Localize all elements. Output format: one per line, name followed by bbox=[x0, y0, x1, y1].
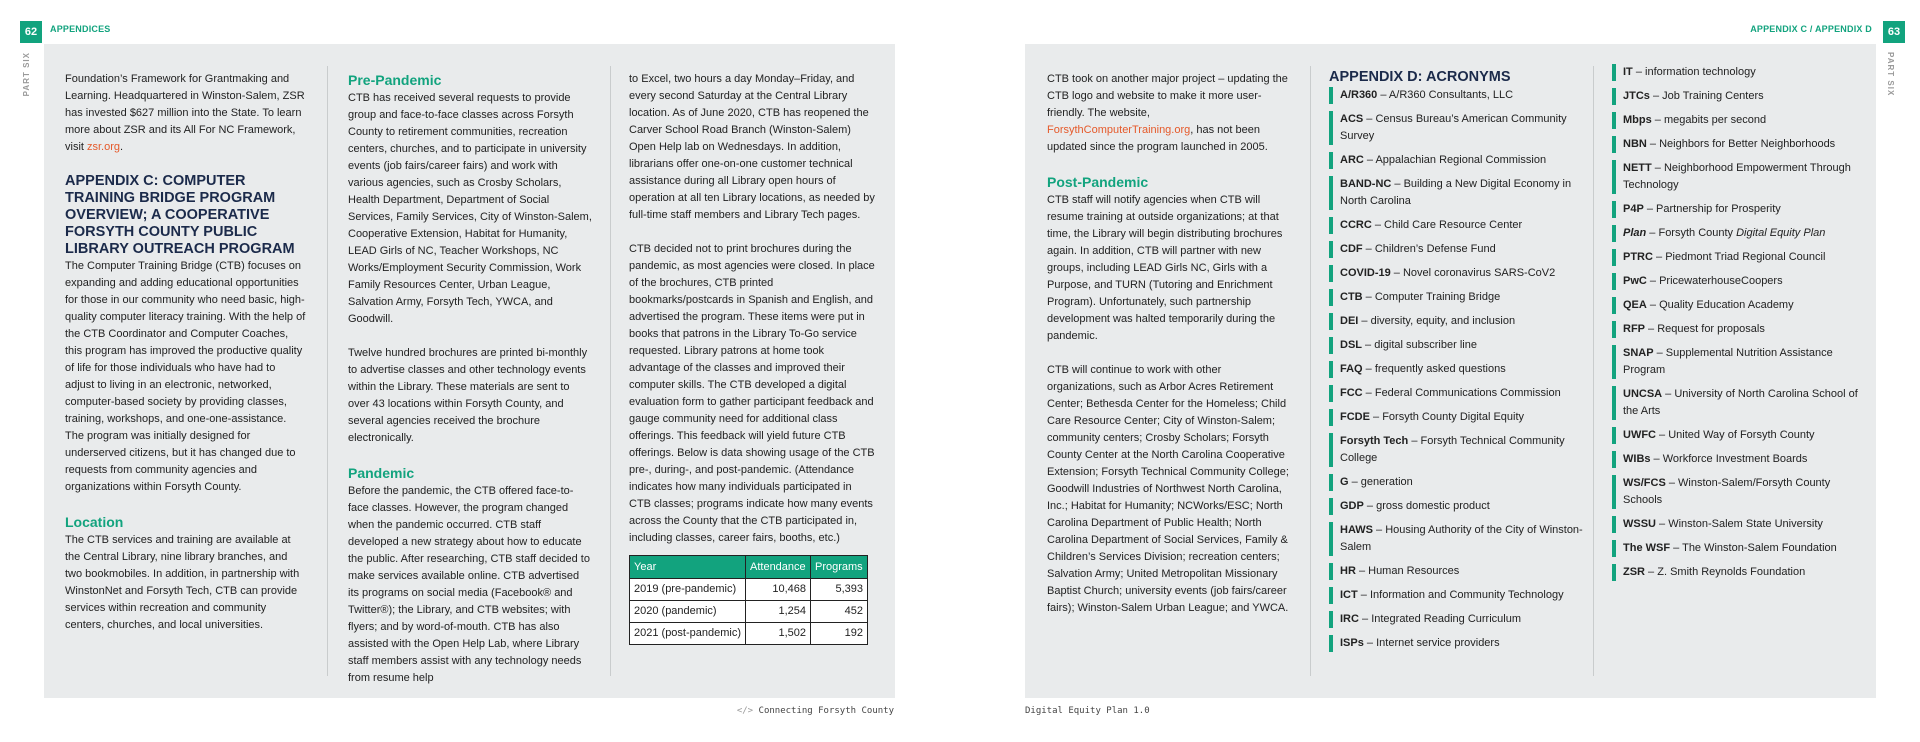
acronym-separator: – bbox=[1362, 291, 1375, 303]
table-cell-year: 2021 (post-pandemic) bbox=[630, 623, 746, 645]
post-pandemic-paragraph-2: CTB will continue to work with other organizations, such as Arbor Acres Retirement Center; Bethesda Center for the Homeless; Child Care Resource Center; City of Winston-Salem; community centers; Crosby Scholars; Forsyth County Center at the North Carolina Cooperative Extension; Forsyth Technical Community College; Goodwill Industries of Northwest North Carolina, Inc.; Habitat for Humanity; NCWorks/ESC; North Carolina Department of Public Health; North Carolina Department of Social Services, Family & Children’s Services Division; recreation centers; Salvation Army; United Metropolitan Missionary Baptist Church; university events (job fairs/career fairs); Winston-Salem Urban League; and YWCA. bbox=[1047, 364, 1289, 614]
acronym-abbr: HR bbox=[1340, 565, 1356, 577]
acronym-abbr: UWFC bbox=[1623, 429, 1656, 441]
acronym-definition: Forsyth Technical Community College bbox=[1340, 435, 1565, 464]
pre-pandemic-heading: Pre-Pandemic bbox=[348, 72, 442, 88]
acronym-definition: The Winston-Salem Foundation bbox=[1682, 542, 1837, 554]
acronym-abbr: HAWS bbox=[1340, 524, 1373, 536]
acronym-separator: – bbox=[1651, 114, 1664, 126]
acronym-definition: Housing Authority of the City of Winston-Salem bbox=[1340, 524, 1583, 553]
acronym-separator: – bbox=[1662, 388, 1675, 400]
acronym-separator: – bbox=[1651, 162, 1664, 174]
acronym-separator: – bbox=[1363, 500, 1377, 512]
website-text-end: , has not been updated since the program launched in 2005. bbox=[1047, 124, 1268, 153]
acronym-list bbox=[1329, 87, 1583, 652]
acronym-separator: – bbox=[1362, 339, 1375, 351]
acronym-separator: – bbox=[1670, 542, 1683, 554]
acronym-definition: Partnership for Prosperity bbox=[1656, 203, 1781, 215]
acronym-separator: – bbox=[1373, 524, 1386, 536]
acronym-separator: – bbox=[1358, 613, 1372, 625]
acronym-abbr: CDF bbox=[1340, 243, 1363, 255]
acronym-entry bbox=[1329, 635, 1583, 652]
acronym-definition: Forsyth County Digital Equity Plan bbox=[1658, 227, 1826, 239]
acronym-definition: Appalachian Regional Commission bbox=[1375, 154, 1547, 166]
acronym-definition: University of North Carolina School of the Arts bbox=[1623, 388, 1858, 417]
acronym-abbr: PwC bbox=[1623, 275, 1647, 287]
acronym-abbr: P4P bbox=[1623, 203, 1644, 215]
acronym-definition: digital subscriber line bbox=[1374, 339, 1477, 351]
acronym-definition: Supplemental Nutrition Assistance Program bbox=[1623, 347, 1833, 376]
acronym-definition: PricewaterhouseCoopers bbox=[1659, 275, 1783, 287]
post-pandemic-heading: Post-Pandemic bbox=[1047, 174, 1149, 190]
part-label-right: PART SIX bbox=[1886, 52, 1895, 97]
acronym-entry bbox=[1329, 433, 1583, 467]
footer-left bbox=[737, 706, 894, 716]
acronym-abbr: FAQ bbox=[1340, 363, 1363, 375]
acronym-entry bbox=[1612, 249, 1862, 266]
acronym-definition: Federal Communications Commission bbox=[1374, 387, 1561, 399]
zsr-intro-end: . bbox=[120, 141, 124, 153]
acronym-entry bbox=[1612, 136, 1862, 153]
acronym-separator: – bbox=[1652, 251, 1666, 263]
acronym-definition: Piedmont Triad Regional Council bbox=[1665, 251, 1826, 263]
acronym-definition: Internet service providers bbox=[1376, 637, 1500, 649]
acronym-separator: – bbox=[1363, 113, 1376, 125]
acronym-entry bbox=[1329, 361, 1583, 378]
acronym-entry bbox=[1329, 265, 1583, 282]
acronym-abbr: DSL bbox=[1340, 339, 1362, 351]
acronym-entry bbox=[1329, 385, 1583, 402]
acronym-abbr: Forsyth Tech bbox=[1340, 435, 1409, 447]
acronym-abbr: ACS bbox=[1340, 113, 1364, 125]
acronym-abbr: QEA bbox=[1623, 299, 1647, 311]
acronym-entry bbox=[1329, 611, 1583, 628]
page-number-left: 62 bbox=[20, 21, 42, 43]
right-column-1 bbox=[1047, 71, 1291, 634]
acronym-separator: – bbox=[1363, 154, 1376, 166]
acronym-definition: Information and Community Technology bbox=[1369, 589, 1564, 601]
acronym-separator: – bbox=[1369, 411, 1383, 423]
acronym-definition: Winston-Salem/Forsyth County Schools bbox=[1623, 477, 1831, 506]
acronym-separator: – bbox=[1650, 453, 1663, 465]
acronym-abbr: Mbps bbox=[1623, 114, 1652, 126]
acronym-definition: frequently asked questions bbox=[1374, 363, 1506, 375]
table-header-year: Year bbox=[630, 556, 746, 579]
acronym-entry bbox=[1612, 540, 1862, 557]
acronym-entry bbox=[1329, 289, 1583, 306]
acronym-definition: Neighbors for Better Neighborhoods bbox=[1659, 138, 1836, 150]
acronym-entry bbox=[1329, 152, 1583, 169]
acronym-abbr: SNAP bbox=[1623, 347, 1654, 359]
column-divider bbox=[1593, 66, 1594, 676]
acronym-definition: gross domestic product bbox=[1376, 500, 1490, 512]
acronym-abbr: WIBs bbox=[1623, 453, 1651, 465]
acronym-definition: A/R360 Consultants, LLC bbox=[1388, 89, 1514, 101]
acronym-definition: Quality Education Academy bbox=[1659, 299, 1794, 311]
acronym-separator: – bbox=[1665, 477, 1679, 489]
acronym-abbr: A/R360 bbox=[1340, 89, 1378, 101]
acronym-abbr: ARC bbox=[1340, 154, 1364, 166]
acronym-entry bbox=[1612, 201, 1862, 218]
acronym-definition: Building a New Digital Economy in North Carolina bbox=[1340, 178, 1572, 207]
table-cell-attendance: 10,468 bbox=[746, 579, 811, 601]
location-body: The CTB services and training are available at the Central Library, nine library branches, and two bookmobiles. In addition, in partnership with WinstonNet and Forsyth Tech, CTB can provide services within recreation and community centers, churches, and local universities. bbox=[65, 534, 300, 631]
pandemic-paragraph: Before the pandemic, the CTB offered face-to-face classes. However, the program changed when the pandemic occurred. CTB staff developed a new strategy about how to educate the public. After researching, CTB staff decided to make services available online. CTB advertised its programs on social media (Facebook® and Twitter®); the Library, and CTB websites; with flyers; and by word-of-mouth. CTB has also assisted with the Open Help Lab, where Library staff members assist with any technology needs from resume help bbox=[348, 485, 590, 684]
acronym-definition: Child Care Resource Center bbox=[1384, 219, 1523, 231]
acronym-entry bbox=[1612, 427, 1862, 444]
acronym-entry bbox=[1612, 225, 1862, 242]
column-divider bbox=[327, 66, 328, 676]
location-heading: Location bbox=[65, 514, 124, 530]
acronym-entry bbox=[1612, 273, 1862, 290]
acronym-definition: Forsyth County Digital Equity bbox=[1382, 411, 1525, 423]
page-number-right: 63 bbox=[1883, 21, 1905, 43]
brochure-paragraph: CTB decided not to print brochures during the pandemic, as most agencies were closed. In place of the brochures, CTB printed bookmarks/postcards in Spanish and English, and advertised the program. These items were put in books that patrons in the Library To-Go service requested. Library patrons at home took advantage of the classes and improved their computer skills. The CTB developed a digital evaluation form to gather participant feedback and gauge community need for additional class offerings. This feedback will yield future CTB offerings. Below is data showing usage of the CTB pre-, during-, and post-pandemic. (Attendance indicates how many individuals participated in CTB classes; programs indicate how many events across the County that the CTB participated in, including classes, career fairs, booths, etc.) bbox=[629, 243, 875, 544]
footer-right: Digital Equity Plan 1.0 bbox=[1025, 706, 1150, 716]
acronym-definition: Human Resources bbox=[1368, 565, 1460, 577]
acronym-abbr: PTRC bbox=[1623, 251, 1653, 263]
acronym-entry bbox=[1329, 498, 1583, 515]
acronym-definition: United Way of Forsyth County bbox=[1668, 429, 1815, 441]
acronym-entry bbox=[1612, 386, 1862, 420]
acronym-definition: Request for proposals bbox=[1657, 323, 1765, 335]
appendix-c-title: APPENDIX C: COMPUTER TRAINING BRIDGE PROGRAM OVERVIEW; A COOPERATIVE FORSYTH COUNTY PUBLIC LIBRARY OUTREACH PROGRAM bbox=[65, 173, 295, 257]
acronym-separator: – bbox=[1408, 435, 1421, 447]
acronym-abbr: RFP bbox=[1623, 323, 1645, 335]
acronym-definition: diversity, equity, and inclusion bbox=[1370, 315, 1516, 327]
acronym-separator: – bbox=[1371, 219, 1385, 231]
table-cell-programs: 192 bbox=[811, 623, 868, 645]
acronym-separator: – bbox=[1357, 589, 1370, 601]
acronym-entry bbox=[1612, 160, 1862, 194]
acronym-definition: Workforce Investment Boards bbox=[1662, 453, 1808, 465]
acronym-entry bbox=[1612, 297, 1862, 314]
table-cell-year: 2019 (pre-pandemic) bbox=[630, 579, 746, 601]
acronym-separator: – bbox=[1646, 227, 1659, 239]
acronym-abbr: UNCSA bbox=[1623, 388, 1663, 400]
acronym-definition: Winston-Salem State University bbox=[1668, 518, 1823, 530]
table-cell-attendance: 1,502 bbox=[746, 623, 811, 645]
acronym-abbr: NBN bbox=[1623, 138, 1647, 150]
acronym-entry bbox=[1612, 321, 1862, 338]
table-header-row bbox=[630, 556, 868, 579]
acronym-list bbox=[1612, 64, 1862, 581]
acronym-definition: Children’s Defense Fund bbox=[1374, 243, 1496, 255]
acronym-definition: information technology bbox=[1645, 66, 1756, 78]
acronym-entry bbox=[1329, 111, 1583, 145]
acronym-separator: – bbox=[1656, 429, 1669, 441]
acronym-entry bbox=[1329, 176, 1583, 210]
acronym-separator: – bbox=[1656, 518, 1669, 530]
acronym-separator: – bbox=[1377, 89, 1389, 101]
acronym-separator: – bbox=[1646, 138, 1660, 150]
acronym-abbr: COVID-19 bbox=[1340, 267, 1391, 279]
acronym-abbr: WS/FCS bbox=[1623, 477, 1666, 489]
acronym-entry bbox=[1329, 474, 1583, 491]
acronym-abbr: DEI bbox=[1340, 315, 1359, 327]
left-column-3 bbox=[629, 71, 875, 645]
acronym-entry bbox=[1329, 313, 1583, 330]
pandemic-heading: Pandemic bbox=[348, 465, 415, 481]
acronym-entry bbox=[1612, 475, 1862, 509]
acronym-abbr: The WSF bbox=[1623, 542, 1671, 554]
acronym-abbr: IT bbox=[1623, 66, 1633, 78]
acronym-separator: – bbox=[1362, 243, 1375, 255]
acronym-definition: Neighborhood Empowerment Through Technology bbox=[1623, 162, 1851, 191]
acronym-separator: – bbox=[1358, 315, 1371, 327]
acronym-separator: – bbox=[1390, 267, 1403, 279]
acronym-definition: Computer Training Bridge bbox=[1374, 291, 1501, 303]
acronym-abbr: NETT bbox=[1623, 162, 1652, 174]
acronym-separator: – bbox=[1362, 363, 1375, 375]
acronym-separator: – bbox=[1645, 566, 1658, 578]
acronym-separator: – bbox=[1355, 565, 1369, 577]
acronym-separator: – bbox=[1363, 637, 1377, 649]
acronym-entry bbox=[1612, 451, 1862, 468]
table-cell-attendance: 1,254 bbox=[746, 601, 811, 623]
acronym-entry bbox=[1329, 409, 1583, 426]
acronym-separator: – bbox=[1645, 323, 1658, 335]
acronym-entry bbox=[1612, 88, 1862, 105]
acronyms-column-2 bbox=[1612, 64, 1862, 588]
help-lab-paragraph: to Excel, two hours a day Monday–Friday, and every second Saturday at the Central Library location. As of June 2020, CTB has reopened the Carver School Road Branch (Winston-Salem) Open Help lab on Wednesdays. In addition, librarians offer one-on-one customer technical assistance during all Library open hours of operation at all ten Library locations, as needed by full-time staff members and Library Tech pages. bbox=[629, 73, 875, 221]
ctb-usage-table bbox=[629, 555, 868, 645]
left-column-2 bbox=[348, 71, 593, 704]
acronym-abbr: ZSR bbox=[1623, 566, 1645, 578]
acronym-entry bbox=[1612, 112, 1862, 129]
section-label-left: APPENDICES bbox=[50, 24, 111, 34]
acronym-separator: – bbox=[1646, 299, 1660, 311]
acronym-separator: – bbox=[1646, 275, 1660, 287]
acronym-separator: – bbox=[1643, 203, 1657, 215]
table-row bbox=[630, 601, 868, 623]
acronym-abbr: WSSU bbox=[1623, 518, 1656, 530]
pre-pandemic-paragraph-1: CTB has received several requests to provide group and face-to-face classes across Forsyth County to retirement communities, recreation centers, churches, and to participate in university events (job fairs/career fairs) and work with various agencies, such as Crosby Scholars, Health Department, Department of Social Services, Family Services, City of Winston-Salem, Cooperative Extension, Habitat for Humanity, LEAD Girls of NC, Teacher Workshops, NC Works/Employment Security Commission, Work Family Resources Center, Urban League, Salvation Army, Forsyth Tech, YWCA, and Goodwill. bbox=[348, 92, 592, 325]
table-row bbox=[630, 623, 868, 645]
column-divider bbox=[1310, 66, 1311, 676]
zsr-intro-text: Foundation’s Framework for Grantmaking and Learning. Headquartered in Winston-Salem, ZSR has invested $627 million into the State. To learn more about ZSR and its All For NC Framework, visit bbox=[65, 73, 305, 153]
acronym-definition: Census Bureau’s American Community Survey bbox=[1340, 113, 1567, 142]
website-paragraph bbox=[1047, 71, 1291, 156]
left-column-1 bbox=[65, 71, 307, 651]
part-label-left: PART SIX bbox=[22, 52, 31, 97]
acronym-definition: Novel coronavirus SARS-CoV2 bbox=[1402, 267, 1556, 279]
column-divider bbox=[610, 66, 611, 676]
acronym-definition: Job Training Centers bbox=[1662, 90, 1764, 102]
acronym-abbr: FCC bbox=[1340, 387, 1363, 399]
acronyms-column-1 bbox=[1329, 69, 1583, 659]
acronym-entry bbox=[1329, 563, 1583, 580]
acronym-abbr: CTB bbox=[1340, 291, 1363, 303]
table-cell-year: 2020 (pandemic) bbox=[630, 601, 746, 623]
website-text: CTB took on another major project – updating the CTB logo and website to make it more user-friendly. The website, bbox=[1047, 73, 1288, 119]
acronym-entry bbox=[1329, 217, 1583, 234]
acronym-entry bbox=[1612, 516, 1862, 533]
acronym-entry bbox=[1612, 345, 1862, 379]
acronym-abbr: FCDE bbox=[1340, 411, 1370, 423]
acronym-separator: – bbox=[1653, 347, 1666, 359]
acronym-abbr: CCRC bbox=[1340, 219, 1372, 231]
table-cell-programs: 5,393 bbox=[811, 579, 868, 601]
acronym-entry bbox=[1329, 587, 1583, 604]
table-header-attendance: Attendance bbox=[746, 556, 811, 579]
zsr-intro-paragraph bbox=[65, 71, 307, 156]
forsyth-computer-training-link[interactable]: ForsythComputerTraining.org bbox=[1047, 124, 1191, 136]
acronym-abbr: JTCs bbox=[1623, 90, 1650, 102]
zsr-link[interactable]: zsr.org bbox=[87, 141, 121, 153]
acronym-abbr: ISPs bbox=[1340, 637, 1364, 649]
acronym-entry bbox=[1612, 564, 1862, 581]
acronym-definition: Integrated Reading Curriculum bbox=[1371, 613, 1521, 625]
acronym-separator: – bbox=[1348, 476, 1361, 488]
appendix-d-title: APPENDIX D: ACRONYMS bbox=[1329, 69, 1511, 85]
acronym-entry bbox=[1329, 522, 1583, 556]
table-cell-programs: 452 bbox=[811, 601, 868, 623]
acronym-abbr: G bbox=[1340, 476, 1349, 488]
acronym-abbr: IRC bbox=[1340, 613, 1359, 625]
acronym-entry bbox=[1329, 337, 1583, 354]
table-row bbox=[630, 579, 868, 601]
section-label-right: APPENDIX C / APPENDIX D bbox=[1750, 24, 1872, 34]
acronym-abbr: BAND-NC bbox=[1340, 178, 1392, 190]
acronym-separator: – bbox=[1362, 387, 1375, 399]
acronym-abbr: Plan bbox=[1623, 227, 1647, 239]
post-pandemic-paragraph-1: CTB staff will notify agencies when CTB will resume training at outside organizations; at that time, the Library will begin distributing brochures again. In addition, CTB will partner with new groups, including LEAD Girls NC, Girls with a Purpose, and TURN (Tutoring and Enrichment Program). Unfortunately, such partnership development was halted temporarily during the pandemic. bbox=[1047, 194, 1283, 342]
acronym-abbr: ICT bbox=[1340, 589, 1358, 601]
code-icon: </> bbox=[736, 706, 754, 716]
acronym-separator: – bbox=[1391, 178, 1404, 190]
acronym-separator: – bbox=[1649, 90, 1663, 102]
footer-left-text: Connecting Forsyth County bbox=[758, 706, 894, 716]
acronym-abbr: GDP bbox=[1340, 500, 1364, 512]
appendix-c-body: The Computer Training Bridge (CTB) focuses on expanding and adding educational opportunities for those in our community who need basic, high-quality computer literacy training. With the help of the CTB Coordinator and Computer Coaches, this program has improved the productive quality of life for those individuals who have had to adjust to living in an electronic, networked, computer-based society by providing classes, training, workshops, and one-one-assistance. The program was initially designed for underserved citizens, but it has changed due to requests from community agencies and organizations within Forsyth County. bbox=[65, 260, 306, 493]
acronym-entry bbox=[1329, 241, 1583, 258]
acronym-entry bbox=[1329, 87, 1583, 104]
acronym-separator: – bbox=[1632, 66, 1646, 78]
table-header-programs: Programs bbox=[811, 556, 868, 579]
acronym-entry bbox=[1612, 64, 1862, 81]
pre-pandemic-paragraph-2: Twelve hundred brochures are printed bi-monthly to advertise classes and other technology events within the Library. These materials are sent to over 43 locations within Forsyth County, and several agencies received the brochure electronically. bbox=[348, 347, 588, 444]
acronym-definition: Z. Smith Reynolds Foundation bbox=[1657, 566, 1806, 578]
acronym-definition: generation bbox=[1360, 476, 1413, 488]
acronym-definition: megabits per second bbox=[1663, 114, 1767, 126]
